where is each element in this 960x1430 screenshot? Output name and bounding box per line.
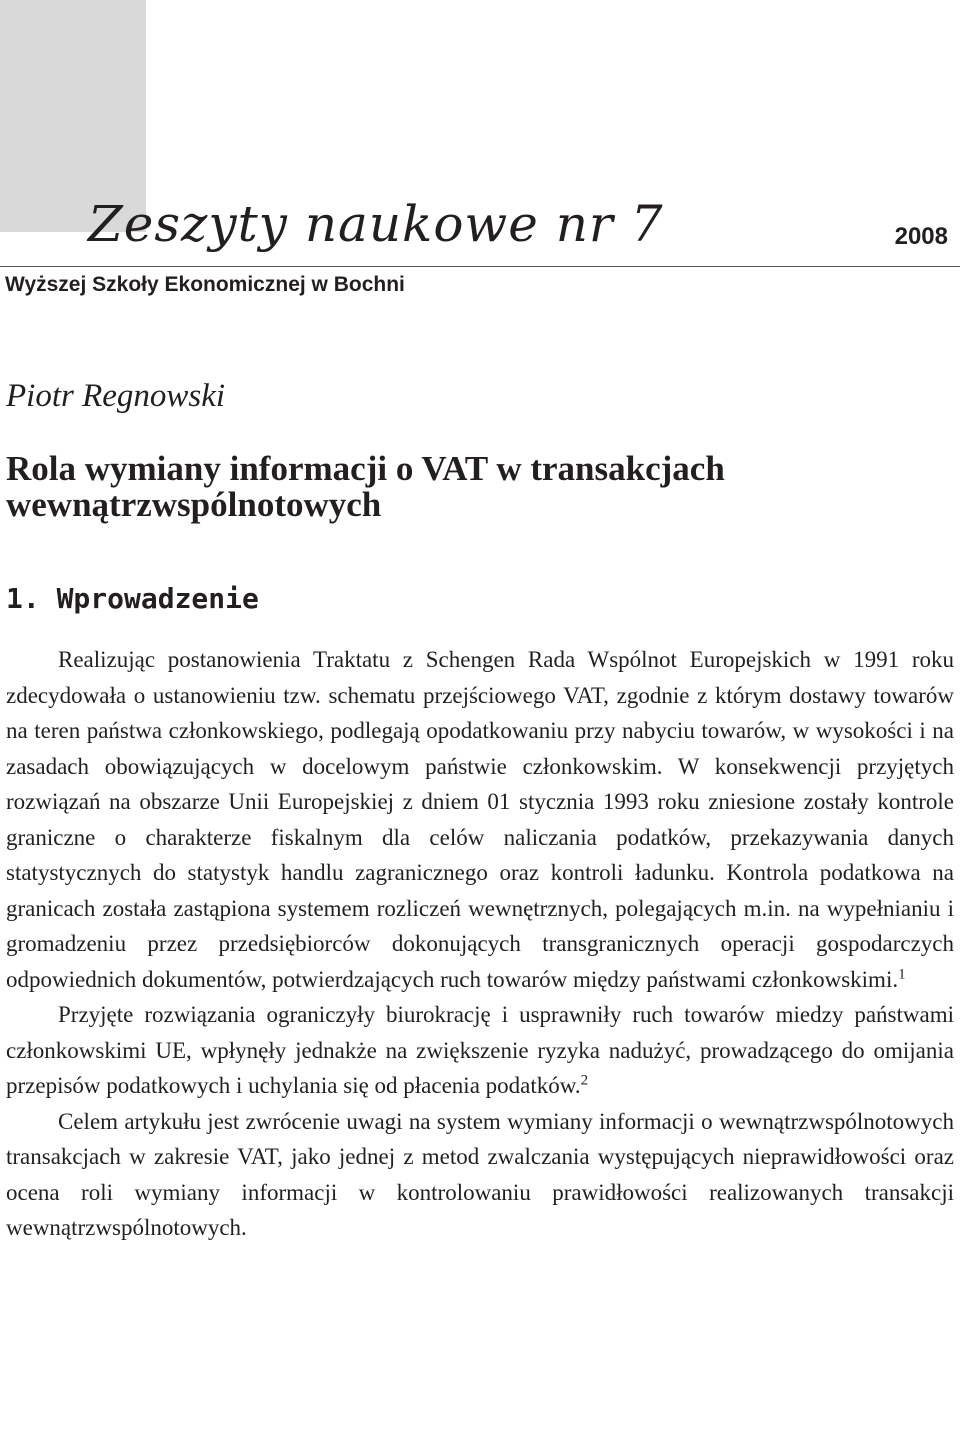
section-heading: 1. Wprowadzenie	[6, 582, 259, 615]
body-paragraph-1	[6, 642, 954, 997]
article-author: Piotr Regnowski	[6, 378, 226, 414]
header-divider	[0, 266, 960, 267]
paragraph-text: Celem artykułu jest zwrócenie uwagi na system wymiany informacji o wewnątrzwspólnotowych transakcjach w zakresie VAT, jako jednej z metod zwalczania występujących nieprawidłowości oraz ocena roli wymiany informacji w kontrolowaniu prawidłowości realizowanych transakcji wewnątrzwspólnotowych.	[6, 1108, 954, 1240]
journal-title: Zeszyty naukowe nr 7	[88, 195, 664, 253]
journal-publisher: Wyższej Szkoły Ekonomicznej w Bochni	[5, 273, 405, 296]
paragraph-text: Przyjęte rozwiązania ograniczyły biurokrację i usprawniły ruch towarów miedzy państwami członkowskimi UE, wpłynęły jednakże na zwiększenie ryzyka nadużyć, prowadzącego do omijania przepisów podatkowych i uchylania się od płacenia podatków.	[6, 1002, 954, 1098]
article-body	[6, 642, 954, 1246]
article-title: Rola wymiany informacji o VAT w transakcjach wewnątrzwspólnotowych	[6, 449, 725, 524]
footnote-marker[interactable]: 2	[580, 1072, 589, 1089]
paragraph-text: Realizując postanowienia Traktatu z Schengen Rada Wspólnot Europejskich w 1991 roku zdecydowała o ustanowieniu tzw. schematu przejściowego VAT, zgodnie z którym dostawy towarów na teren państwa członkowskiego, podlegają opodatkowaniu przy nabyciu towarów, w wysokości i na zasadach obowiązujących w docelowym państwie członkowskim. W konsekwencji przyjętych rozwiązań na obszarze Unii Europejskiej z dniem 01 stycznia 1993 roku zniesione zostały kontrole graniczne o charakterze fiskalnym dla celów naliczania podatków, przekazywania danych statystycznych do statystyk handlu zagranicznego oraz kontroli ładunku. Kontrola podatkowa na granicach została zastąpiona systemem rozliczeń wewnętrznych, polegających m.in. na wypełnianiu i gromadzeniu przez przedsiębiorców dokonujących transgranicznych operacji gospodarczych odpowiednich dokumentów, potwierdzających ruch towarów między państwami członkowskimi.	[6, 647, 954, 992]
body-paragraph-2	[6, 997, 954, 1104]
body-paragraph-3	[6, 1104, 954, 1246]
footnote-marker[interactable]: 1	[898, 965, 906, 982]
journal-year: 2008	[894, 223, 948, 250]
